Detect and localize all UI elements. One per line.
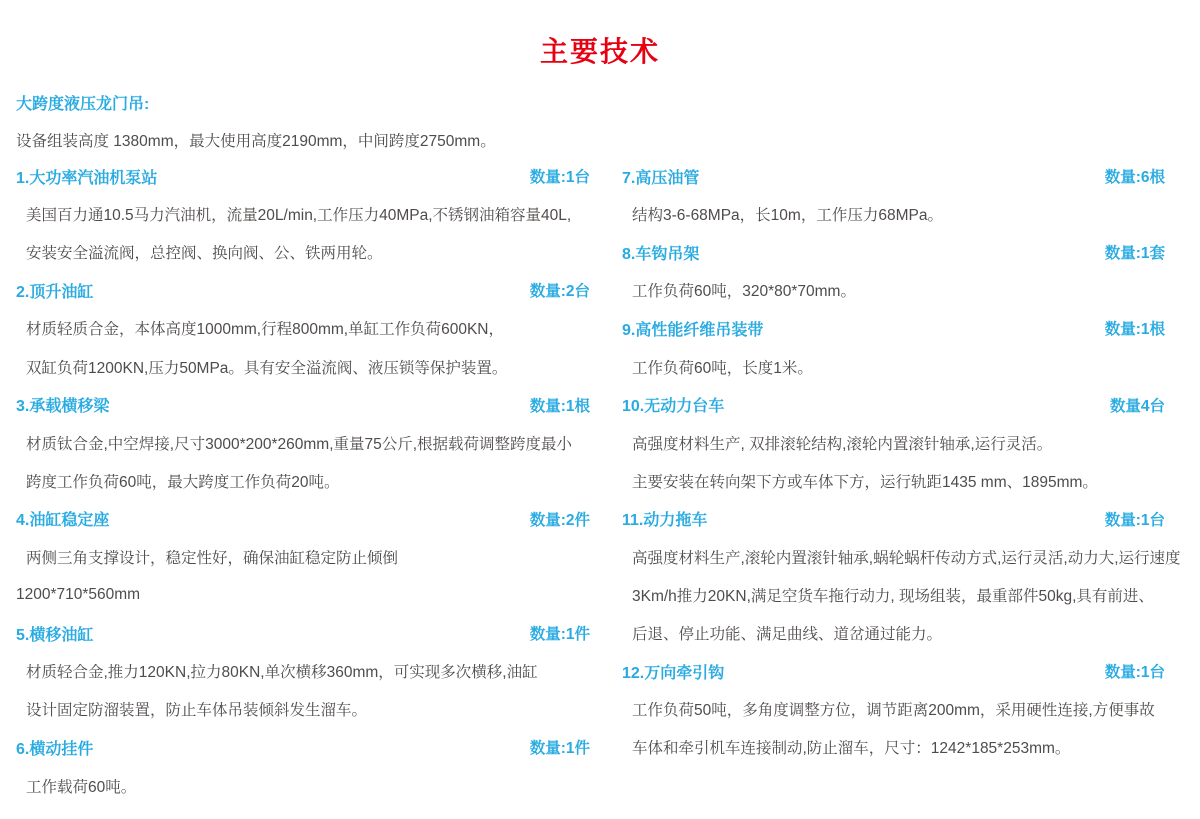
spec-line: 工作负荷50吨，多角度调整方位，调节距离200mm，采用硬性连接,方便事故 [632,702,1155,720]
item-quantity: 数量:1件 [529,740,590,758]
item-quantity: 数量:1套 [1104,245,1165,263]
spec-line: 美国百力通10.5马力汽油机，流量20L/min,工作压力40MPa,不锈钢油箱容量40L, [26,207,572,225]
spec-item-header-10 [622,386,1165,424]
item-title: 10.无动力台车 [622,398,725,416]
spec-line: 材质钛合金,中空焊接,尺寸3000*200*260mm,重量75公斤,根据载荷调整跨度最小 [26,435,573,453]
spec-line: 3Km/h推力20KN,满足空货车拖行动力, 现场组装，最重部件50kg,具有前进、 [632,588,1154,606]
spec-line: 1200*710*560mm [16,586,141,604]
item-title: 2.顶升油缸 [16,283,94,301]
spec-line: 材质轻质合金，本体高度1000mm,行程800mm,单缸工作负荷600KN， [26,321,504,339]
item-quantity: 数量:2台 [529,283,590,301]
spec-item-header-9 [622,309,1165,347]
spec-item-header-6 [16,728,590,766]
spec-line: 车体和牵引机车连接制动,防止溜车，尺寸：1242*185*253mm。 [632,740,1071,758]
item-title: 3.承载横移梁 [16,398,110,416]
item-quantity: 数量4台 [1109,397,1165,415]
item-title: 9.高性能纤维吊装带 [622,321,764,339]
spec-item-header-5 [16,614,590,652]
item-title: 7.高压油管 [622,169,700,187]
page-title: 主要技术 [539,36,660,67]
spec-line: 结构3-6-68MPa，长10m，工作压力68MPa。 [632,207,943,225]
spec-line: 材质轻合金,推力120KN,拉力80KN,单次横移360mm，可实现多次横移,油缸 [26,664,538,682]
spec-line: 工作负荷60吨，长度1米。 [632,359,813,377]
intro-heading: 大跨度液压龙门吊: [16,96,150,113]
item-title: 12.万向牵引钩 [622,664,725,682]
item-quantity: 数量:1台 [529,169,590,187]
spec-line: 工作载荷60吨。 [26,778,137,796]
spec-line: 双缸负荷1200KN,压力50MPa。具有安全溢流阀、液压锁等保护装置。 [26,359,508,377]
item-quantity: 数量:1台 [1104,511,1165,529]
spec-item-header-7 [622,157,1165,195]
item-title: 1.大功率汽油机泵站 [16,169,158,187]
spec-line: 高强度材料生产,滚轮内置滚针轴承,蜗轮蜗杆传动方式,运行灵活,动力大,运行速度 [632,549,1181,567]
item-quantity: 数量:6根 [1104,169,1165,187]
item-title: 6.横动挂件 [16,740,94,758]
spec-line: 后退、停止功能、满足曲线、道岔通过能力。 [632,626,943,644]
item-title: 5.横移油缸 [16,626,94,644]
item-title: 4.油缸稳定座 [16,512,110,530]
right-column [622,157,1181,767]
item-quantity: 数量:1件 [529,626,590,644]
spec-item-header-4 [16,500,590,538]
spec-item-header-12 [622,652,1165,690]
spec-item-header-8 [622,233,1165,271]
spec-item-header-1 [16,157,590,195]
item-title: 11.动力拖车 [622,512,708,530]
spec-item-header-11 [622,500,1165,538]
item-quantity: 数量:1根 [529,397,590,415]
spec-line: 工作负荷60吨，320*80*70mm。 [632,283,856,301]
spec-line: 两侧三角支撑设计，稳定性好，确保油缸稳定防止倾倒 [26,549,399,567]
spec-line: 主要安装在转向架下方或车体下方，运行轨距1435 mm、1895mm。 [632,473,1098,491]
spec-line: 高强度材料生产, 双排滚轮结构,滚轮内置滚针轴承,运行灵活。 [632,435,1053,453]
item-title: 8.车钩吊架 [622,245,700,263]
spec-line: 设计固定防溜装置，防止车体吊装倾斜发生溜车。 [26,702,368,720]
left-column [16,157,590,805]
item-quantity: 数量:1根 [1104,321,1165,339]
item-quantity: 数量:2件 [529,511,590,529]
spec-item-header-3 [16,386,590,424]
intro-line: 设备组装高度 1380mm，最大使用高度2190mm，中间跨度2750mm。 [16,132,496,150]
spec-line: 安装安全溢流阀，总控阀、换向阀、公、铁两用轮。 [26,245,383,263]
item-quantity: 数量:1台 [1104,664,1165,682]
spec-line: 跨度工作负荷60吨，最大跨度工作负荷20吨。 [26,473,340,491]
spec-item-header-2 [16,271,590,309]
intro-section [16,84,1176,158]
